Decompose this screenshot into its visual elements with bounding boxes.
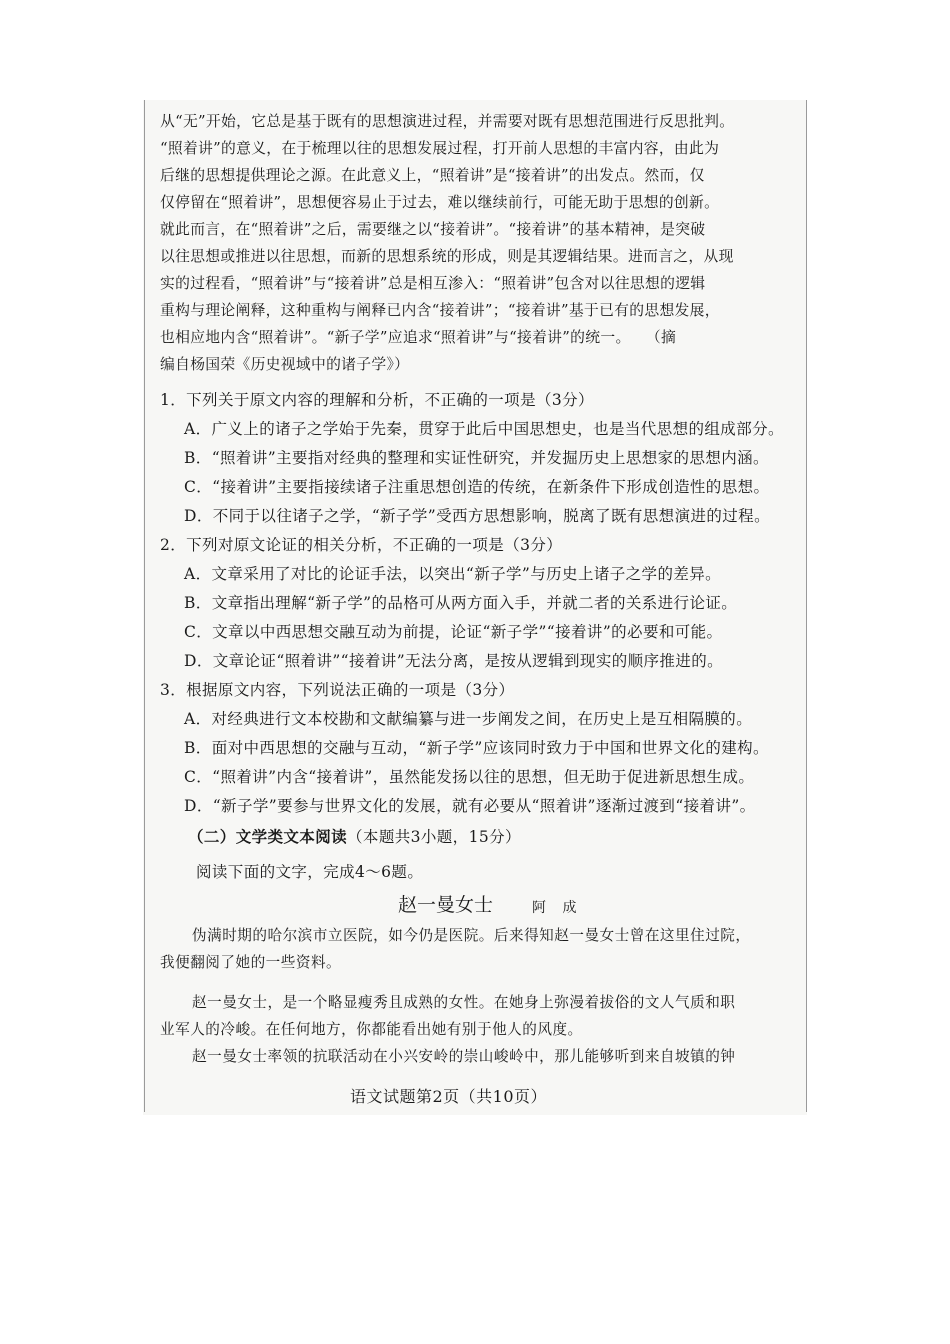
section-heading-title: （二）文学类文本阅读 <box>188 827 348 846</box>
question-1-option-a: A．广义上的诸子之学始于先秦，贯穿于此后中国思想史，也是当代思想的组成部分。 <box>184 420 784 438</box>
question-3-option-a: A．对经典进行文本校勘和文献编纂与进一步阐发之间，在历史上是互相隔膜的。 <box>184 710 753 728</box>
question-2-option-c: C．文章以中西思想交融互动为前提，论证“新子学”“接着讲”的必要和可能。 <box>184 623 723 641</box>
story-line: 赵一曼女士率领的抗联活动在小兴安岭的崇山峻岭中，那儿能够听到来自坡镇的钟 <box>192 1048 736 1065</box>
question-3-option-c: C．“照着讲”内含“接着讲”，虽然能发扬以往的思想，但无助于促进新思想生成。 <box>184 768 755 786</box>
passage-line: 也相应地内含“照着讲”。“新子学”应追求“照着讲”与“接着讲”的统一。 （摘 <box>160 329 677 346</box>
story-title: 赵一曼女士 <box>398 894 494 916</box>
question-1-stem: 1．下列关于原文内容的理解和分析，不正确的一项是（3分） <box>160 391 594 409</box>
story-line: 赵一曼女士，是一个略显瘦秀且成熟的女性。在她身上弥漫着拔俗的文人气质和职 <box>192 994 736 1011</box>
question-3-option-d: D．“新子学”要参与世界文化的发展，就有必要从“照着讲”逐渐过渡到“接着讲”。 <box>184 797 756 815</box>
passage-line: 重构与理论阐释，这种重构与阐释已内含“接着讲”；“接着讲”基于已有的思想发展， <box>160 302 720 319</box>
question-1-option-c: C．“接着讲”主要指接续诸子注重思想创造的传统，在新条件下形成创造性的思想。 <box>184 478 770 496</box>
question-1-option-d: D．不同于以往诸子之学，“新子学”受西方思想影响，脱离了既有思想演进的过程。 <box>184 507 770 525</box>
passage-line: 就此而言，在“照着讲”之后，需要继之以“接着讲”。“接着讲”的基本精神，是突破 <box>160 221 706 238</box>
question-2-option-a: A．文章采用了对比的论证手法，以突出“新子学”与历史上诸子之学的差异。 <box>184 565 722 583</box>
question-2-option-b: B．文章指出理解“新子学”的品格可从两方面入手，并就二者的关系进行论证。 <box>184 594 738 612</box>
page-right-border <box>806 100 807 1112</box>
passage-line: 以往思想或推进以往思想，而新的思想系统的形成，则是其逻辑结果。进而言之，从现 <box>160 248 734 265</box>
page-footer: 语文试题第2页（共10页） <box>350 1087 548 1106</box>
question-2-option-d: D．文章论证“照着讲”“接着讲”无法分离，是按从逻辑到现实的顺序推进的。 <box>184 652 724 670</box>
passage-line: 从“无”开始，它总是基于既有的思想演进过程，并需要对既有思想范围进行反思批判。 <box>160 113 735 130</box>
page-left-border <box>144 100 145 1112</box>
story-line: 业军人的冷峻。在任何地方，你都能看出她有别于他人的风度。 <box>160 1021 583 1038</box>
story-line: 我便翻阅了她的一些资料。 <box>160 954 342 971</box>
story-line: 伪满时期的哈尔滨市立医院，如今仍是医院。后来得知赵一曼女士曾在这里住过院， <box>192 927 751 944</box>
passage-line: “照着讲”的意义，在于梳理以往的思想发展过程，打开前人思想的丰富内容，由此为 <box>160 140 720 157</box>
passage-line: 后继的思想提供理论之源。在此意义上，“照着讲”是“接着讲”的出发点。然而，仅 <box>160 167 705 184</box>
passage-line: 仅停留在“照着讲”，思想便容易止于过去，难以继续前行，可能无助于思想的创新。 <box>160 194 720 211</box>
section-heading <box>188 827 521 847</box>
question-1-option-b: B．“照着讲”主要指对经典的整理和实证性研究，并发掘历史上思想家的思想内涵。 <box>184 449 769 467</box>
section-instruction: 阅读下面的文字，完成4～6题。 <box>196 863 424 881</box>
question-3-option-b: B．面对中西思想的交融与互动，“新子学”应该同时致力于中国和世界文化的建构。 <box>184 739 769 757</box>
passage-line: 实的过程看，“照着讲”与“接着讲”总是相互渗入：“照着讲”包含对以往思想的逻辑 <box>160 275 706 292</box>
question-2-stem: 2．下列对原文论证的相关分析，不正确的一项是（3分） <box>160 536 563 554</box>
question-3-stem: 3．根据原文内容，下列说法正确的一项是（3分） <box>160 681 515 699</box>
section-heading-note: （本题共3小题，15分） <box>347 828 521 846</box>
story-author: 阿 成 <box>532 900 583 916</box>
passage-source: 编自杨国荣《历史视域中的诸子学》） <box>160 356 410 373</box>
